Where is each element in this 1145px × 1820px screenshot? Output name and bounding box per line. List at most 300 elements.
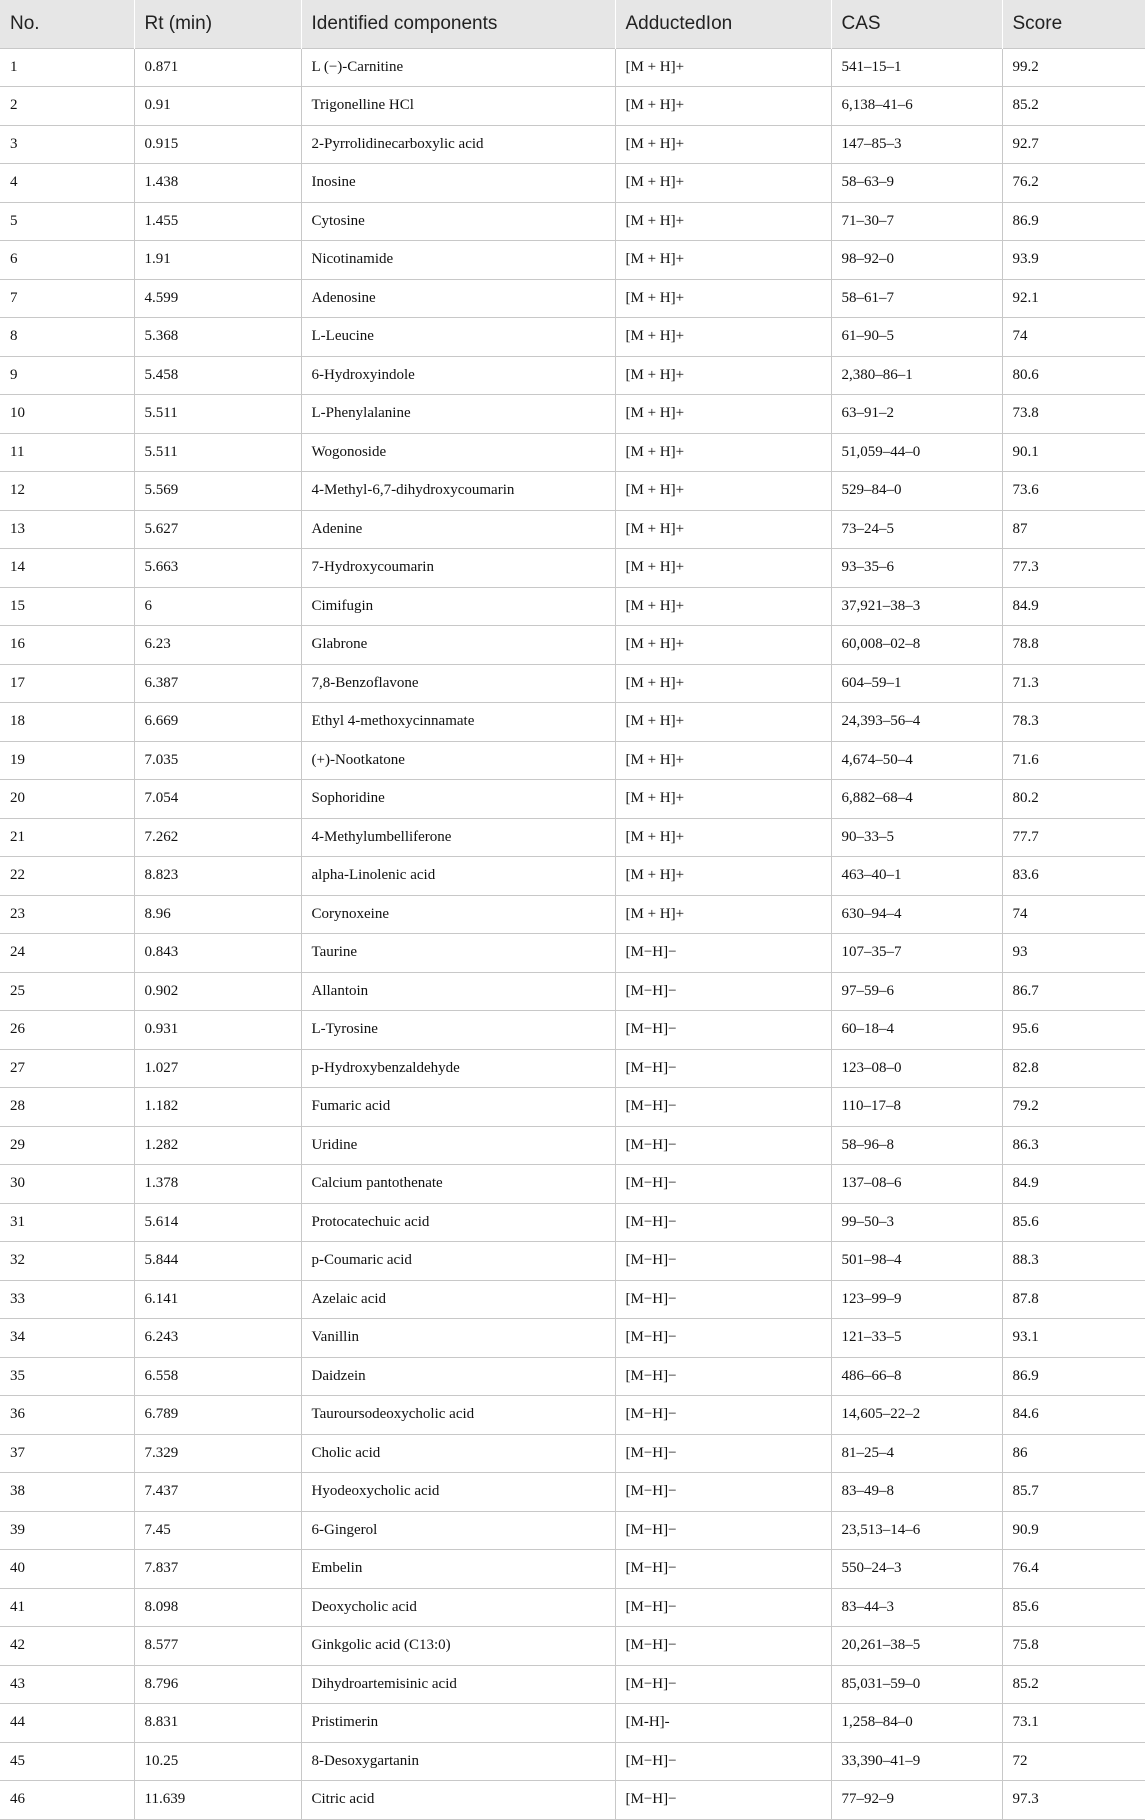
cell-component: Calcium pantothenate <box>301 1165 615 1204</box>
cell-no: 3 <box>0 125 134 164</box>
cell-no: 10 <box>0 395 134 434</box>
cell-no: 27 <box>0 1049 134 1088</box>
cell-rt: 8.823 <box>134 857 301 896</box>
cell-cas: 83–49–8 <box>831 1473 1002 1512</box>
cell-rt: 8.96 <box>134 895 301 934</box>
table-row <box>0 279 1145 318</box>
cell-adducted-ion: [M + H]+ <box>615 626 831 665</box>
cell-component: 6-Gingerol <box>301 1511 615 1550</box>
cell-score: 84.9 <box>1002 1165 1145 1204</box>
cell-rt: 7.054 <box>134 780 301 819</box>
cell-cas: 463–40–1 <box>831 857 1002 896</box>
cell-component: 4-Methylumbelliferone <box>301 818 615 857</box>
cell-component: Azelaic acid <box>301 1280 615 1319</box>
cell-rt: 0.931 <box>134 1011 301 1050</box>
header-rt: Rt (min) <box>134 0 301 48</box>
cell-cas: 137–08–6 <box>831 1165 1002 1204</box>
cell-cas: 58–61–7 <box>831 279 1002 318</box>
cell-rt: 7.262 <box>134 818 301 857</box>
cell-cas: 604–59–1 <box>831 664 1002 703</box>
cell-rt: 1.438 <box>134 164 301 203</box>
cell-component: Fumaric acid <box>301 1088 615 1127</box>
cell-component: Cimifugin <box>301 587 615 626</box>
cell-component: Sophoridine <box>301 780 615 819</box>
table-row <box>0 1357 1145 1396</box>
cell-score: 87.8 <box>1002 1280 1145 1319</box>
cell-rt: 0.91 <box>134 87 301 126</box>
table-header <box>0 0 1145 48</box>
cell-component: 7-Hydroxycoumarin <box>301 549 615 588</box>
cell-cas: 107–35–7 <box>831 934 1002 973</box>
cell-adducted-ion: [M + H]+ <box>615 703 831 742</box>
cell-rt: 1.455 <box>134 202 301 241</box>
cell-cas: 501–98–4 <box>831 1242 1002 1281</box>
cell-component: Pristimerin <box>301 1704 615 1743</box>
cell-adducted-ion: [M−H]− <box>615 934 831 973</box>
table-row <box>0 1627 1145 1666</box>
cell-no: 17 <box>0 664 134 703</box>
cell-component: L-Leucine <box>301 318 615 357</box>
cell-rt: 6.789 <box>134 1396 301 1435</box>
cell-rt: 8.577 <box>134 1627 301 1666</box>
cell-score: 90.1 <box>1002 433 1145 472</box>
cell-score: 84.6 <box>1002 1396 1145 1435</box>
cell-score: 79.2 <box>1002 1088 1145 1127</box>
cell-cas: 20,261–38–5 <box>831 1627 1002 1666</box>
cell-adducted-ion: [M−H]− <box>615 1473 831 1512</box>
cell-no: 18 <box>0 703 134 742</box>
cell-adducted-ion: [M + H]+ <box>615 780 831 819</box>
table-row <box>0 164 1145 203</box>
cell-rt: 7.437 <box>134 1473 301 1512</box>
cell-no: 41 <box>0 1588 134 1627</box>
table-row <box>0 202 1145 241</box>
table-row <box>0 1203 1145 1242</box>
cell-score: 71.6 <box>1002 741 1145 780</box>
cell-no: 39 <box>0 1511 134 1550</box>
cell-rt: 1.027 <box>134 1049 301 1088</box>
cell-cas: 71–30–7 <box>831 202 1002 241</box>
cell-cas: 90–33–5 <box>831 818 1002 857</box>
cell-cas: 58–63–9 <box>831 164 1002 203</box>
cell-adducted-ion: [M + H]+ <box>615 433 831 472</box>
cell-component: Allantoin <box>301 972 615 1011</box>
cell-rt: 0.902 <box>134 972 301 1011</box>
cell-adducted-ion: [M−H]− <box>615 1126 831 1165</box>
cell-score: 95.6 <box>1002 1011 1145 1050</box>
table-row <box>0 48 1145 87</box>
cell-cas: 83–44–3 <box>831 1588 1002 1627</box>
cell-adducted-ion: [M−H]− <box>615 1434 831 1473</box>
cell-no: 26 <box>0 1011 134 1050</box>
cell-score: 74 <box>1002 318 1145 357</box>
table-row <box>0 1434 1145 1473</box>
cell-adducted-ion: [M−H]− <box>615 1588 831 1627</box>
cell-no: 7 <box>0 279 134 318</box>
table-row <box>0 1242 1145 1281</box>
table-row <box>0 1011 1145 1050</box>
cell-no: 42 <box>0 1627 134 1666</box>
cell-cas: 123–08–0 <box>831 1049 1002 1088</box>
cell-score: 85.6 <box>1002 1203 1145 1242</box>
cell-adducted-ion: [M−H]− <box>615 1742 831 1781</box>
cell-rt: 5.614 <box>134 1203 301 1242</box>
table-row <box>0 1781 1145 1820</box>
cell-rt: 8.831 <box>134 1704 301 1743</box>
cell-adducted-ion: [M + H]+ <box>615 48 831 87</box>
cell-no: 12 <box>0 472 134 511</box>
cell-rt: 8.796 <box>134 1665 301 1704</box>
table-row <box>0 472 1145 511</box>
table-row <box>0 510 1145 549</box>
cell-no: 2 <box>0 87 134 126</box>
cell-adducted-ion: [M−H]− <box>615 1357 831 1396</box>
cell-rt: 6 <box>134 587 301 626</box>
cell-cas: 529–84–0 <box>831 472 1002 511</box>
cell-no: 32 <box>0 1242 134 1281</box>
table-row <box>0 1396 1145 1435</box>
cell-adducted-ion: [M + H]+ <box>615 356 831 395</box>
cell-cas: 98–92–0 <box>831 241 1002 280</box>
cell-cas: 2,380–86–1 <box>831 356 1002 395</box>
cell-adducted-ion: [M + H]+ <box>615 87 831 126</box>
table-row <box>0 1319 1145 1358</box>
table-row <box>0 1280 1145 1319</box>
cell-component: Glabrone <box>301 626 615 665</box>
cell-adducted-ion: [M + H]+ <box>615 472 831 511</box>
cell-score: 87 <box>1002 510 1145 549</box>
cell-component: Vanillin <box>301 1319 615 1358</box>
cell-score: 93.9 <box>1002 241 1145 280</box>
table-row <box>0 125 1145 164</box>
cell-score: 86.9 <box>1002 202 1145 241</box>
cell-no: 4 <box>0 164 134 203</box>
cell-adducted-ion: [M + H]+ <box>615 664 831 703</box>
cell-rt: 5.511 <box>134 395 301 434</box>
cell-score: 72 <box>1002 1742 1145 1781</box>
cell-adducted-ion: [M + H]+ <box>615 818 831 857</box>
cell-score: 86.7 <box>1002 972 1145 1011</box>
cell-no: 29 <box>0 1126 134 1165</box>
cell-adducted-ion: [M−H]− <box>615 1319 831 1358</box>
cell-no: 43 <box>0 1665 134 1704</box>
cell-adducted-ion: [M + H]+ <box>615 587 831 626</box>
cell-rt: 0.871 <box>134 48 301 87</box>
cell-cas: 63–91–2 <box>831 395 1002 434</box>
cell-no: 46 <box>0 1781 134 1820</box>
cell-no: 44 <box>0 1704 134 1743</box>
table-row <box>0 1665 1145 1704</box>
cell-no: 11 <box>0 433 134 472</box>
cell-adducted-ion: [M−H]− <box>615 972 831 1011</box>
cell-no: 37 <box>0 1434 134 1473</box>
cell-component: Adenosine <box>301 279 615 318</box>
cell-adducted-ion: [M−H]− <box>615 1396 831 1435</box>
cell-score: 93 <box>1002 934 1145 973</box>
cell-adducted-ion: [M + H]+ <box>615 895 831 934</box>
cell-cas: 97–59–6 <box>831 972 1002 1011</box>
table-row <box>0 934 1145 973</box>
cell-no: 36 <box>0 1396 134 1435</box>
cell-component: Citric acid <box>301 1781 615 1820</box>
cell-component: L (−)-Carnitine <box>301 48 615 87</box>
cell-score: 82.8 <box>1002 1049 1145 1088</box>
cell-no: 19 <box>0 741 134 780</box>
cell-cas: 37,921–38–3 <box>831 587 1002 626</box>
cell-cas: 123–99–9 <box>831 1280 1002 1319</box>
cell-no: 1 <box>0 48 134 87</box>
cell-rt: 7.45 <box>134 1511 301 1550</box>
cell-cas: 77–92–9 <box>831 1781 1002 1820</box>
cell-cas: 110–17–8 <box>831 1088 1002 1127</box>
cell-score: 86.9 <box>1002 1357 1145 1396</box>
cell-cas: 73–24–5 <box>831 510 1002 549</box>
cell-score: 92.1 <box>1002 279 1145 318</box>
cell-score: 84.9 <box>1002 587 1145 626</box>
cell-cas: 550–24–3 <box>831 1550 1002 1589</box>
cell-score: 73.1 <box>1002 1704 1145 1743</box>
cell-component: p-Coumaric acid <box>301 1242 615 1281</box>
cell-adducted-ion: [M + H]+ <box>615 741 831 780</box>
cell-component: Daidzein <box>301 1357 615 1396</box>
cell-adducted-ion: [M−H]− <box>615 1049 831 1088</box>
table-row <box>0 395 1145 434</box>
cell-component: Corynoxeine <box>301 895 615 934</box>
cell-no: 24 <box>0 934 134 973</box>
header-cas: CAS <box>831 0 1002 48</box>
cell-component: L-Tyrosine <box>301 1011 615 1050</box>
cell-cas: 121–33–5 <box>831 1319 1002 1358</box>
cell-score: 78.8 <box>1002 626 1145 665</box>
table-row <box>0 703 1145 742</box>
cell-no: 34 <box>0 1319 134 1358</box>
table-row <box>0 1742 1145 1781</box>
table-row <box>0 1511 1145 1550</box>
cell-cas: 93–35–6 <box>831 549 1002 588</box>
cell-component: Trigonelline HCl <box>301 87 615 126</box>
cell-component: Protocatechuic acid <box>301 1203 615 1242</box>
cell-no: 9 <box>0 356 134 395</box>
cell-score: 73.8 <box>1002 395 1145 434</box>
cell-component: Dihydroartemisinic acid <box>301 1665 615 1704</box>
cell-cas: 23,513–14–6 <box>831 1511 1002 1550</box>
cell-rt: 6.558 <box>134 1357 301 1396</box>
cell-rt: 6.387 <box>134 664 301 703</box>
cell-no: 14 <box>0 549 134 588</box>
cell-adducted-ion: [M + H]+ <box>615 241 831 280</box>
cell-component: 6-Hydroxyindole <box>301 356 615 395</box>
cell-cas: 14,605–22–2 <box>831 1396 1002 1435</box>
cell-rt: 5.368 <box>134 318 301 357</box>
cell-score: 76.2 <box>1002 164 1145 203</box>
cell-adducted-ion: [M + H]+ <box>615 549 831 588</box>
cell-cas: 147–85–3 <box>831 125 1002 164</box>
cell-cas: 61–90–5 <box>831 318 1002 357</box>
cell-component: Tauroursodeoxycholic acid <box>301 1396 615 1435</box>
cell-score: 77.3 <box>1002 549 1145 588</box>
cell-cas: 4,674–50–4 <box>831 741 1002 780</box>
cell-adducted-ion: [M−H]− <box>615 1011 831 1050</box>
cell-score: 71.3 <box>1002 664 1145 703</box>
table-row <box>0 664 1145 703</box>
cell-no: 30 <box>0 1165 134 1204</box>
table-row <box>0 241 1145 280</box>
cell-adducted-ion: [M−H]− <box>615 1627 831 1666</box>
cell-rt: 5.511 <box>134 433 301 472</box>
cell-component: Adenine <box>301 510 615 549</box>
cell-score: 77.7 <box>1002 818 1145 857</box>
cell-no: 40 <box>0 1550 134 1589</box>
cell-component: Uridine <box>301 1126 615 1165</box>
cell-rt: 6.23 <box>134 626 301 665</box>
table-row <box>0 895 1145 934</box>
cell-component: Inosine <box>301 164 615 203</box>
cell-rt: 7.035 <box>134 741 301 780</box>
cell-no: 16 <box>0 626 134 665</box>
cell-cas: 85,031–59–0 <box>831 1665 1002 1704</box>
table-row <box>0 972 1145 1011</box>
cell-component: Cholic acid <box>301 1434 615 1473</box>
cell-adducted-ion: [M-H]- <box>615 1704 831 1743</box>
cell-no: 6 <box>0 241 134 280</box>
cell-component: (+)-Nootkatone <box>301 741 615 780</box>
cell-cas: 1,258–84–0 <box>831 1704 1002 1743</box>
header-score: Score <box>1002 0 1145 48</box>
cell-cas: 24,393–56–4 <box>831 703 1002 742</box>
cell-adducted-ion: [M−H]− <box>615 1242 831 1281</box>
table-row <box>0 433 1145 472</box>
table-row <box>0 1704 1145 1743</box>
table-row <box>0 857 1145 896</box>
cell-cas: 99–50–3 <box>831 1203 1002 1242</box>
cell-adducted-ion: [M + H]+ <box>615 395 831 434</box>
cell-score: 76.4 <box>1002 1550 1145 1589</box>
cell-no: 31 <box>0 1203 134 1242</box>
table-row <box>0 1550 1145 1589</box>
cell-rt: 1.91 <box>134 241 301 280</box>
cell-rt: 7.837 <box>134 1550 301 1589</box>
cell-no: 13 <box>0 510 134 549</box>
table-body <box>0 48 1145 1819</box>
cell-no: 23 <box>0 895 134 934</box>
cell-score: 73.6 <box>1002 472 1145 511</box>
cell-score: 85.2 <box>1002 1665 1145 1704</box>
cell-score: 80.6 <box>1002 356 1145 395</box>
cell-no: 22 <box>0 857 134 896</box>
cell-no: 5 <box>0 202 134 241</box>
cell-adducted-ion: [M−H]− <box>615 1550 831 1589</box>
cell-no: 15 <box>0 587 134 626</box>
cell-score: 88.3 <box>1002 1242 1145 1281</box>
cell-component: Embelin <box>301 1550 615 1589</box>
cell-component: Taurine <box>301 934 615 973</box>
cell-rt: 4.599 <box>134 279 301 318</box>
cell-no: 8 <box>0 318 134 357</box>
cell-score: 86.3 <box>1002 1126 1145 1165</box>
cell-rt: 0.843 <box>134 934 301 973</box>
cell-score: 86 <box>1002 1434 1145 1473</box>
cell-adducted-ion: [M−H]− <box>615 1781 831 1820</box>
cell-component: L-Phenylalanine <box>301 395 615 434</box>
cell-rt: 11.639 <box>134 1781 301 1820</box>
table-row <box>0 1473 1145 1512</box>
cell-no: 35 <box>0 1357 134 1396</box>
cell-adducted-ion: [M + H]+ <box>615 510 831 549</box>
table-row <box>0 780 1145 819</box>
cell-rt: 6.669 <box>134 703 301 742</box>
cell-rt: 7.329 <box>134 1434 301 1473</box>
cell-rt: 5.627 <box>134 510 301 549</box>
cell-cas: 33,390–41–9 <box>831 1742 1002 1781</box>
cell-component: Wogonoside <box>301 433 615 472</box>
table-row <box>0 1165 1145 1204</box>
cell-adducted-ion: [M−H]− <box>615 1511 831 1550</box>
cell-adducted-ion: [M−H]− <box>615 1280 831 1319</box>
cell-adducted-ion: [M + H]+ <box>615 857 831 896</box>
cell-score: 85.6 <box>1002 1588 1145 1627</box>
table-row <box>0 549 1145 588</box>
cell-score: 99.2 <box>1002 48 1145 87</box>
cell-no: 20 <box>0 780 134 819</box>
cell-component: Deoxycholic acid <box>301 1588 615 1627</box>
cell-rt: 0.915 <box>134 125 301 164</box>
table-row <box>0 818 1145 857</box>
cell-component: Nicotinamide <box>301 241 615 280</box>
cell-component: 7,8-Benzoflavone <box>301 664 615 703</box>
cell-rt: 5.663 <box>134 549 301 588</box>
cell-rt: 6.243 <box>134 1319 301 1358</box>
cell-adducted-ion: [M + H]+ <box>615 164 831 203</box>
cell-cas: 6,138–41–6 <box>831 87 1002 126</box>
cell-component: p-Hydroxybenzaldehyde <box>301 1049 615 1088</box>
cell-cas: 486–66–8 <box>831 1357 1002 1396</box>
cell-adducted-ion: [M + H]+ <box>615 279 831 318</box>
cell-rt: 6.141 <box>134 1280 301 1319</box>
cell-no: 38 <box>0 1473 134 1512</box>
cell-rt: 10.25 <box>134 1742 301 1781</box>
header-no: No. <box>0 0 134 48</box>
cell-rt: 5.844 <box>134 1242 301 1281</box>
cell-component: Cytosine <box>301 202 615 241</box>
cell-adducted-ion: [M + H]+ <box>615 318 831 357</box>
cell-cas: 58–96–8 <box>831 1126 1002 1165</box>
cell-component: 8-Desoxygartanin <box>301 1742 615 1781</box>
cell-score: 92.7 <box>1002 125 1145 164</box>
table-row <box>0 1088 1145 1127</box>
cell-rt: 1.378 <box>134 1165 301 1204</box>
cell-component: alpha-Linolenic acid <box>301 857 615 896</box>
table-row <box>0 741 1145 780</box>
cell-score: 75.8 <box>1002 1627 1145 1666</box>
cell-component: 2-Pyrrolidinecarboxylic acid <box>301 125 615 164</box>
header-adducted-ion: AdductedIon <box>615 0 831 48</box>
cell-cas: 630–94–4 <box>831 895 1002 934</box>
cell-score: 78.3 <box>1002 703 1145 742</box>
cell-component: Ginkgolic acid (C13:0) <box>301 1627 615 1666</box>
cell-cas: 541–15–1 <box>831 48 1002 87</box>
cell-no: 21 <box>0 818 134 857</box>
cell-no: 45 <box>0 1742 134 1781</box>
table-row <box>0 1588 1145 1627</box>
cell-component: Ethyl 4-methoxycinnamate <box>301 703 615 742</box>
cell-adducted-ion: [M−H]− <box>615 1203 831 1242</box>
cell-adducted-ion: [M + H]+ <box>615 125 831 164</box>
cell-score: 93.1 <box>1002 1319 1145 1358</box>
header-row <box>0 0 1145 48</box>
table-row <box>0 587 1145 626</box>
cell-score: 90.9 <box>1002 1511 1145 1550</box>
cell-no: 33 <box>0 1280 134 1319</box>
